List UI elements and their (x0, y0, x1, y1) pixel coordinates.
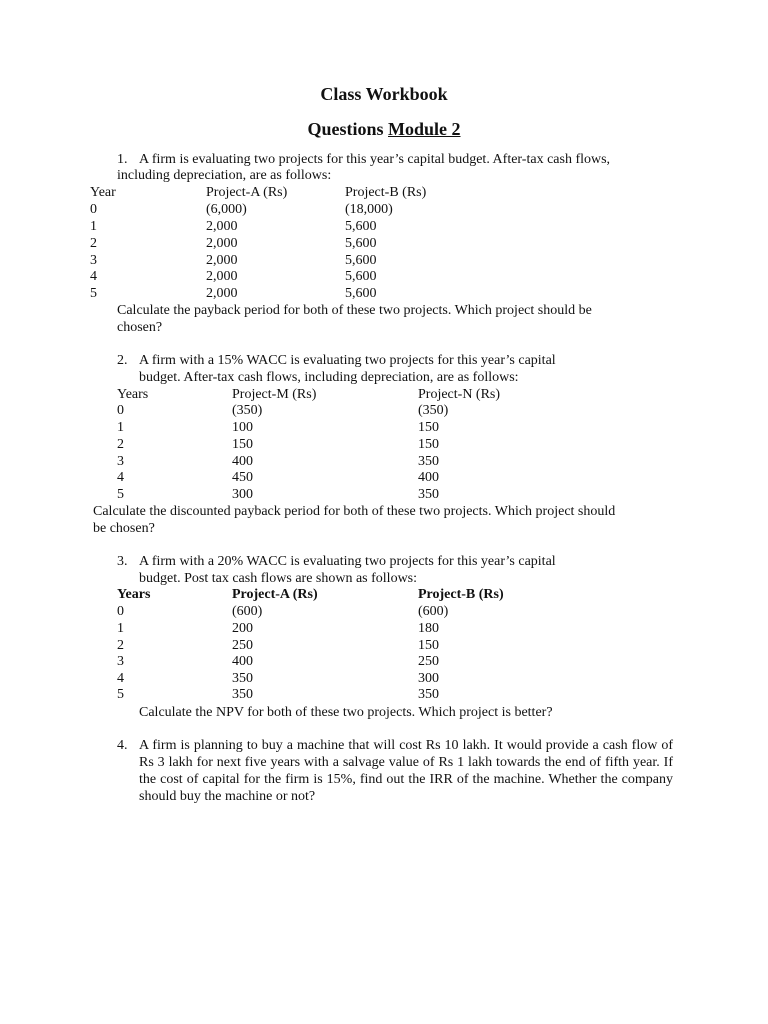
question-number: 3. (117, 554, 128, 569)
question-text-line: budget. After-tax cash flows, including depreciation, are as follows: (139, 370, 519, 385)
document-title: Class Workbook (320, 84, 448, 104)
table-cell: 350 (232, 671, 253, 686)
table-cell: 2 (90, 236, 97, 251)
table-header: Project-A (Rs) (232, 587, 318, 602)
table-header: Project-B (Rs) (345, 185, 427, 200)
question-text-line: A firm with a 15% WACC is evaluating two projects for this year’s capital (139, 353, 556, 368)
table-cell: 2,000 (206, 236, 238, 251)
table-cell: 150 (232, 437, 253, 452)
table-cell: 150 (418, 638, 439, 653)
table-cell: (350) (232, 403, 263, 418)
table-cell: 2 (117, 437, 124, 452)
table-header: Year (90, 185, 116, 200)
table-cell: 4 (117, 671, 124, 686)
table-cell: (600) (418, 604, 449, 619)
table-cell: 2,000 (206, 219, 238, 234)
table-cell: 2 (117, 638, 124, 653)
table-header: Years (117, 587, 151, 602)
table-header: Years (117, 387, 149, 402)
table-cell: 5,600 (345, 286, 377, 301)
question-footer-line: chosen? (117, 320, 163, 335)
table-cell: (18,000) (345, 202, 393, 217)
table-cell: (350) (418, 403, 449, 418)
table-cell: (6,000) (206, 202, 247, 217)
table-cell: 4 (90, 269, 97, 284)
table-cell: 150 (418, 437, 439, 452)
question-text-line: A firm is evaluating two projects for this year’s capital budget. After-tax cash flows, (139, 152, 611, 167)
table-cell: 3 (117, 654, 124, 669)
table-cell: 1 (117, 621, 124, 636)
table-cell: 350 (418, 687, 439, 702)
table-cell: 3 (90, 253, 97, 268)
table-cell: 5,600 (345, 236, 377, 251)
table-cell: 2,000 (206, 286, 238, 301)
table-cell: 300 (418, 671, 439, 686)
table-cell: 1 (90, 219, 97, 234)
table-cell: 5 (90, 286, 97, 301)
question-text-line: including depreciation, are as follows: (117, 168, 332, 183)
table-cell: 350 (418, 487, 439, 502)
table-cell: (600) (232, 604, 263, 619)
question-number: 4. (117, 738, 128, 753)
subtitle-module: Module 2 (388, 119, 461, 139)
table-cell: 2,000 (206, 253, 238, 268)
table-cell: 0 (117, 403, 124, 418)
table-cell: 200 (232, 621, 253, 636)
subtitle-prefix: Questions (307, 119, 388, 139)
table-cell: 250 (418, 654, 439, 669)
table-cell: 0 (90, 202, 97, 217)
question-footer-line: Calculate the discounted payback period for both of these two projects. Which project should (93, 504, 616, 519)
table-cell: 3 (117, 454, 124, 469)
question-number: 1. (117, 152, 128, 167)
table-cell: 180 (418, 621, 439, 636)
table-header: Project-A (Rs) (206, 185, 288, 200)
question-number: 2. (117, 353, 128, 368)
table-cell: 400 (418, 470, 439, 485)
table-cell: 2,000 (206, 269, 238, 284)
table-cell: 5,600 (345, 219, 377, 234)
table-cell: 100 (232, 420, 253, 435)
table-cell: 350 (418, 454, 439, 469)
question-text-line: budget. Post tax cash flows are shown as follows: (139, 571, 418, 586)
table-cell: 0 (117, 604, 124, 619)
table-cell: 350 (232, 687, 253, 702)
table-cell: 5,600 (345, 269, 377, 284)
question-footer-line: Calculate the payback period for both of these two projects. Which project should be (117, 303, 592, 318)
table-cell: 400 (232, 654, 253, 669)
table-header: Project-B (Rs) (418, 587, 504, 602)
table-cell: 4 (117, 470, 124, 485)
table-cell: 1 (117, 420, 124, 435)
table-cell: 300 (232, 487, 253, 502)
table-cell: 5 (117, 687, 124, 702)
document-subtitle (0, 119, 768, 139)
question-footer-line: be chosen? (93, 521, 155, 536)
table-cell: 250 (232, 638, 253, 653)
table-header: Project-N (Rs) (418, 387, 501, 402)
question-text-line: A firm with a 20% WACC is evaluating two projects for this year’s capital (139, 554, 556, 569)
table-cell: 400 (232, 454, 253, 469)
table-header: Project-M (Rs) (232, 387, 317, 402)
table-cell: 5,600 (345, 253, 377, 268)
question-text: A firm is planning to buy a machine that will cost Rs 10 lakh. It would provide a cash flow of Rs 3 lakh for next five years with a salvage value of Rs 1 lakh towards the end of fifth year. If the cost of capital for the firm is 15%, find out the IRR of the machine. Whether the company should buy the machine or not? (139, 738, 673, 804)
question-footer-line: Calculate the NPV for both of these two projects. Which project is better? (139, 705, 553, 720)
table-cell: 5 (117, 487, 124, 502)
table-cell: 450 (232, 470, 253, 485)
table-cell: 150 (418, 420, 439, 435)
